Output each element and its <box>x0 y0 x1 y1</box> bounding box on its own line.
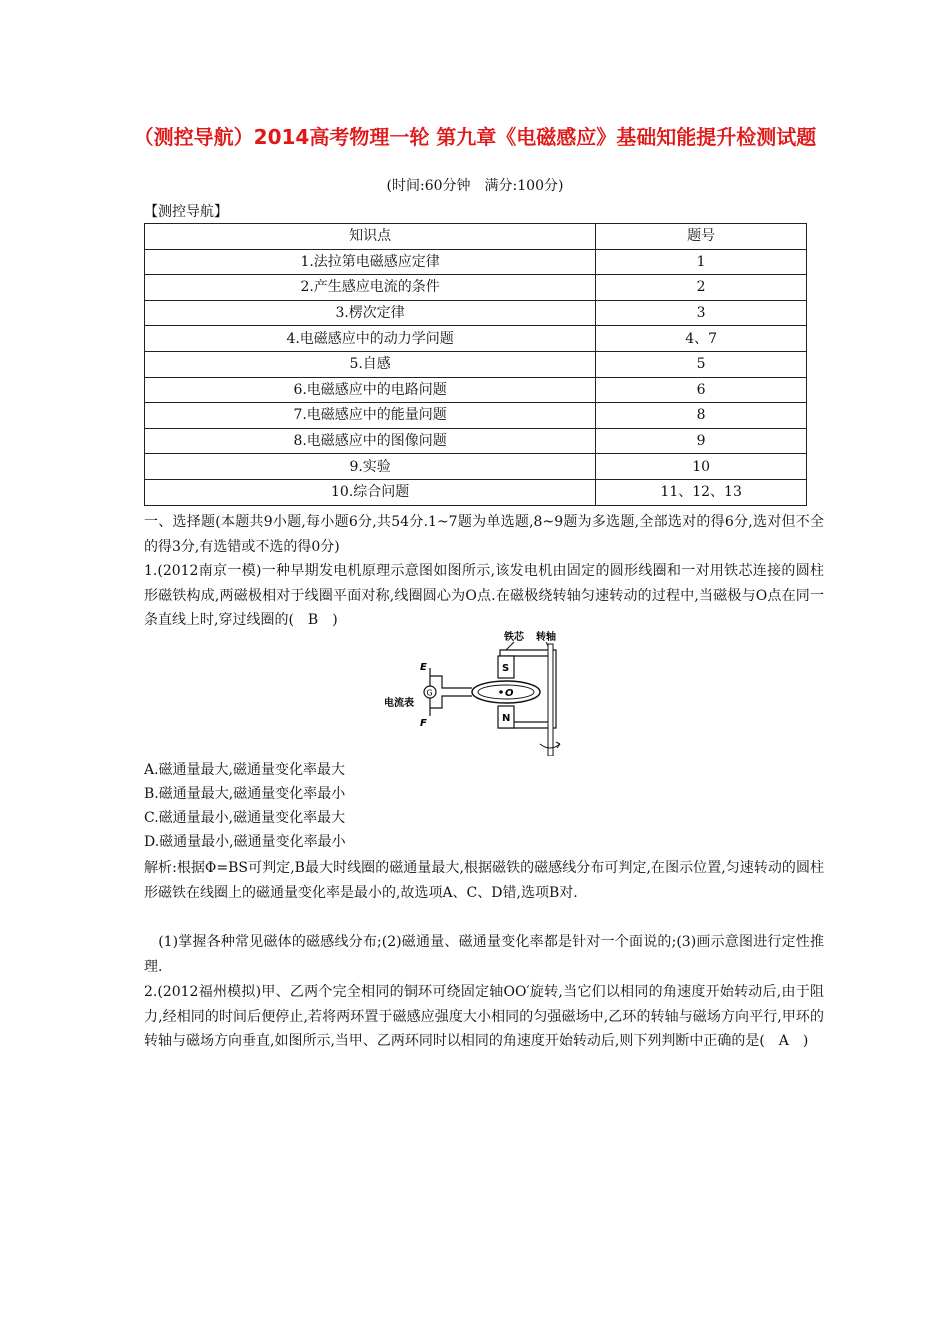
generator-diagram <box>382 628 572 756</box>
section-heading: 一、选择题(本题共9小题,每小题6分,共54分.1~7题为单选题,8~9题为多选题,全部选对的得6分,选对但不全的得3分,有选错或不选的得0分) <box>144 514 824 555</box>
axis-label: 转轴 <box>536 632 556 643</box>
center-label: O <box>505 688 514 699</box>
rotation-axis <box>548 644 553 756</box>
center-point <box>499 690 503 694</box>
table-cell: 2.产生感应电流的条件 <box>145 275 596 301</box>
knowledge-table <box>144 223 807 506</box>
table-cell: 11、12、13 <box>596 479 807 505</box>
option-c: C.磁通量最小,磁通量变化率最大 <box>144 810 346 826</box>
table-row <box>145 249 807 275</box>
table-header-row <box>145 224 807 250</box>
option-a: A.磁通量最大,磁通量变化率最大 <box>144 762 346 778</box>
table-cell: 1.法拉第电磁感应定律 <box>145 249 596 275</box>
table-cell: 5 <box>596 351 807 377</box>
table-row <box>145 275 807 301</box>
terminal-f-label: F <box>420 718 427 729</box>
lead-lower <box>430 696 472 708</box>
table-cell: 9.实验 <box>145 454 596 480</box>
table-cell: 9 <box>596 428 807 454</box>
magnet-s-label: S <box>502 663 510 674</box>
option-b: B.磁通量最大,磁通量变化率最小 <box>144 786 346 802</box>
iron-core-label: 铁芯 <box>504 632 524 643</box>
column-header-question-no: 题号 <box>596 224 807 250</box>
table-row <box>145 403 807 429</box>
table-cell: 8.电磁感应中的图像问题 <box>145 428 596 454</box>
ammeter-label: 电流表 <box>384 698 414 709</box>
table-row <box>145 377 807 403</box>
question-1-note: (1)掌握各种常见磁体的磁感线分布;(2)磁通量、磁通量变化率都是针对一个面说的;(3)画示意图进行定性推理. <box>144 934 824 975</box>
table-cell: 3 <box>596 300 807 326</box>
time-info: (时间:60分钟 满分:100分) <box>386 178 564 194</box>
table-cell: 4、7 <box>596 326 807 352</box>
page-title: （测控导航）2014高考物理一轮 第九章《电磁感应》基础知能提升检测试题 <box>133 125 817 149</box>
magnet-n-label: N <box>502 713 511 724</box>
option-d: D.磁通量最小,磁通量变化率最小 <box>144 834 346 850</box>
terminal-e-label: E <box>420 662 427 673</box>
table-row <box>145 351 807 377</box>
table-cell: 6 <box>596 377 807 403</box>
table-cell: 8 <box>596 403 807 429</box>
table-row <box>145 326 807 352</box>
table-row <box>145 300 807 326</box>
table-cell: 1 <box>596 249 807 275</box>
table-cell: 10.综合问题 <box>145 479 596 505</box>
table-cell: 10 <box>596 454 807 480</box>
lead-upper <box>430 676 472 688</box>
table-row <box>145 454 807 480</box>
table-cell: 3.楞次定律 <box>145 300 596 326</box>
question-1-stem: 1.(2012南京一模)一种早期发电机原理示意图如图所示,该发电机由固定的圆形线圈和一对用铁芯连接的圆柱形磁铁构成,两磁极相对于线圈平面对称,线圈圆心为O点.在磁极绕转轴匀速转动的过程中,当磁极与O点在同一条直线上时,穿过线圈的( B ) <box>144 563 824 628</box>
table-row <box>145 479 807 505</box>
ammeter-g-label: G <box>426 688 433 698</box>
question-2-stem: 2.(2012福州模拟)甲、乙两个完全相同的铜环可绕固定轴OO′旋转,当它们以相同的角速度开始转动后,由于阻力,经相同的时间后便停止,若将两环置于磁感应强度大小相同的匀强磁场中,乙环的转轴与磁场方向平行,甲环的转轴与磁场方向垂直,如图所示,当甲、乙两环同时以相同的角速度开始转动后,则下列判断中正确的是( A ) <box>144 984 824 1049</box>
table-cell: 5.自感 <box>145 351 596 377</box>
column-header-knowledge: 知识点 <box>145 224 596 250</box>
nav-label: 【测控导航】 <box>144 204 228 220</box>
question-1-analysis: 解析:根据Φ=BS可判定,B最大时线圈的磁通量最大,根据磁铁的磁感线分布可判定,在图示位置,匀速转动的圆柱形磁铁在线圈上的磁通量变化率是最小的,故选项A、C、D错,选项B对. <box>144 860 824 901</box>
table-cell: 2 <box>596 275 807 301</box>
table-cell: 4.电磁感应中的动力学问题 <box>145 326 596 352</box>
table-cell: 6.电磁感应中的电路问题 <box>145 377 596 403</box>
table-row <box>145 428 807 454</box>
table-cell: 7.电磁感应中的能量问题 <box>145 403 596 429</box>
